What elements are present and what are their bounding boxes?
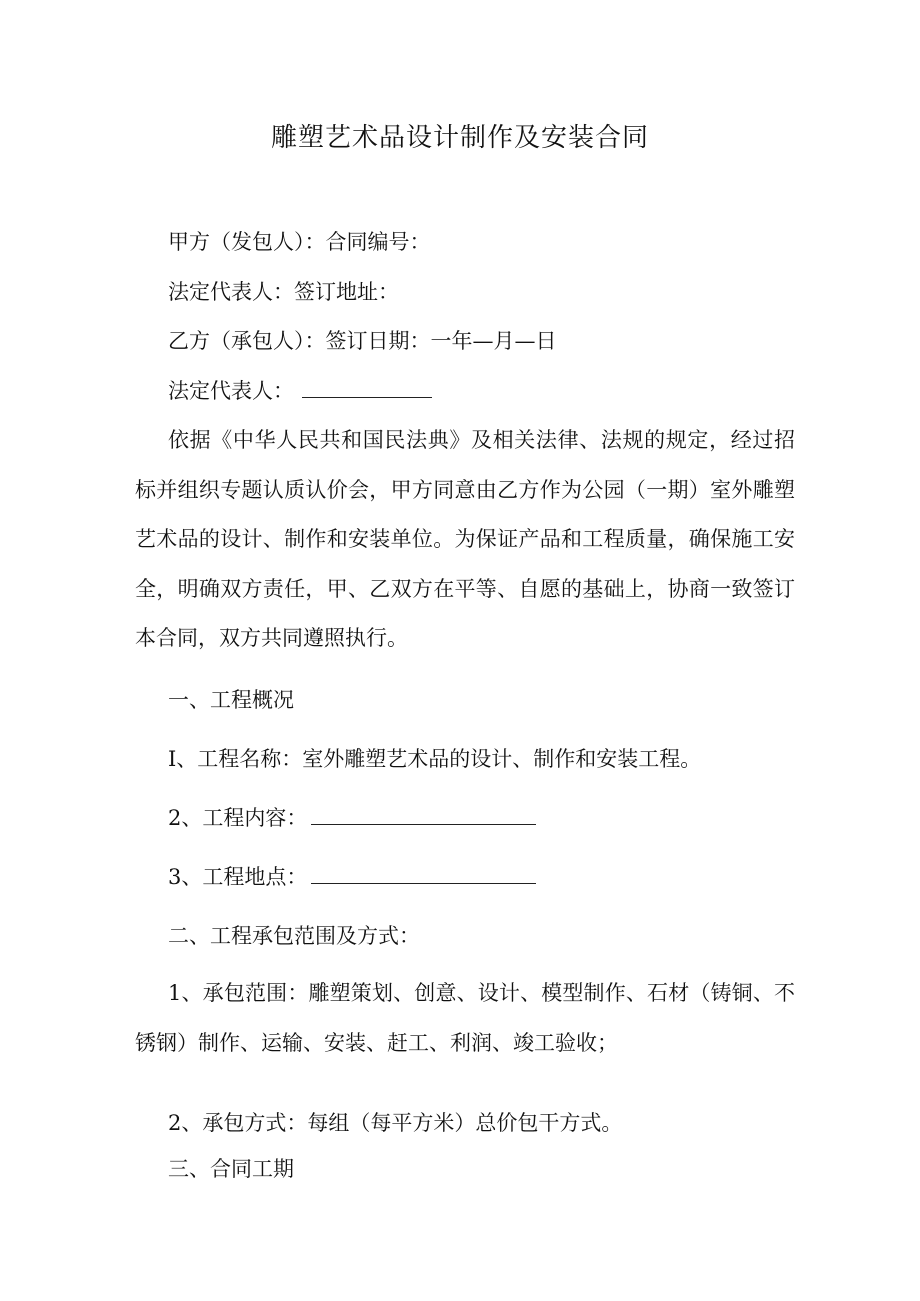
rep-b-blank bbox=[302, 379, 432, 398]
item-2-2: 2、承包方式：每组（每平方米）总价包干方式。 bbox=[168, 1111, 623, 1135]
section-3-heading: 三、合同工期 bbox=[168, 1157, 294, 1181]
item-1-3 bbox=[168, 862, 536, 892]
item-1-2-label: 2、工程内容： bbox=[168, 806, 308, 830]
item-1-2-blank bbox=[311, 806, 536, 825]
party-b-line: 乙方（承包人）：签订日期：一年—月—日 bbox=[168, 329, 557, 353]
rep-b-label: 法定代表人： bbox=[168, 379, 294, 403]
rep-b-line bbox=[168, 376, 432, 406]
preamble-paragraph: 依据《中华人民共和国民法典》及相关法律、法规的规定，经过招标并组织专题认质认价会，甲方同意由乙方作为公园（一期）室外雕塑艺术品的设计、制作和安装单位。为保证产品和工程质量，确保施工安全，明确双方责任，甲、乙双方在平等、自愿的基础上，协商一致签订本合同，双方共同遵照执行。 bbox=[135, 428, 795, 650]
document-title: 雕塑艺术品设计制作及安装合同 bbox=[270, 123, 649, 153]
item-1-3-blank bbox=[311, 865, 536, 884]
section-2-heading: 二、工程承包范围及方式： bbox=[168, 924, 420, 948]
party-a-line: 甲方（发包人）：合同编号： bbox=[168, 230, 431, 254]
item-1-3-label: 3、工程地点： bbox=[168, 865, 308, 889]
item-1-1: I、工程名称：室外雕塑艺术品的设计、制作和安装工程。 bbox=[168, 747, 702, 771]
item-2-1: 1、承包范围：雕塑策划、创意、设计、模型制作、石材（铸铜、不锈钢）制作、运输、安装、赶工、利润、竣工验收； bbox=[135, 981, 795, 1055]
rep-a-line: 法定代表人：签订地址： bbox=[168, 280, 399, 304]
item-1-2 bbox=[168, 803, 536, 833]
section-1-heading: 一、工程概况 bbox=[168, 688, 294, 712]
